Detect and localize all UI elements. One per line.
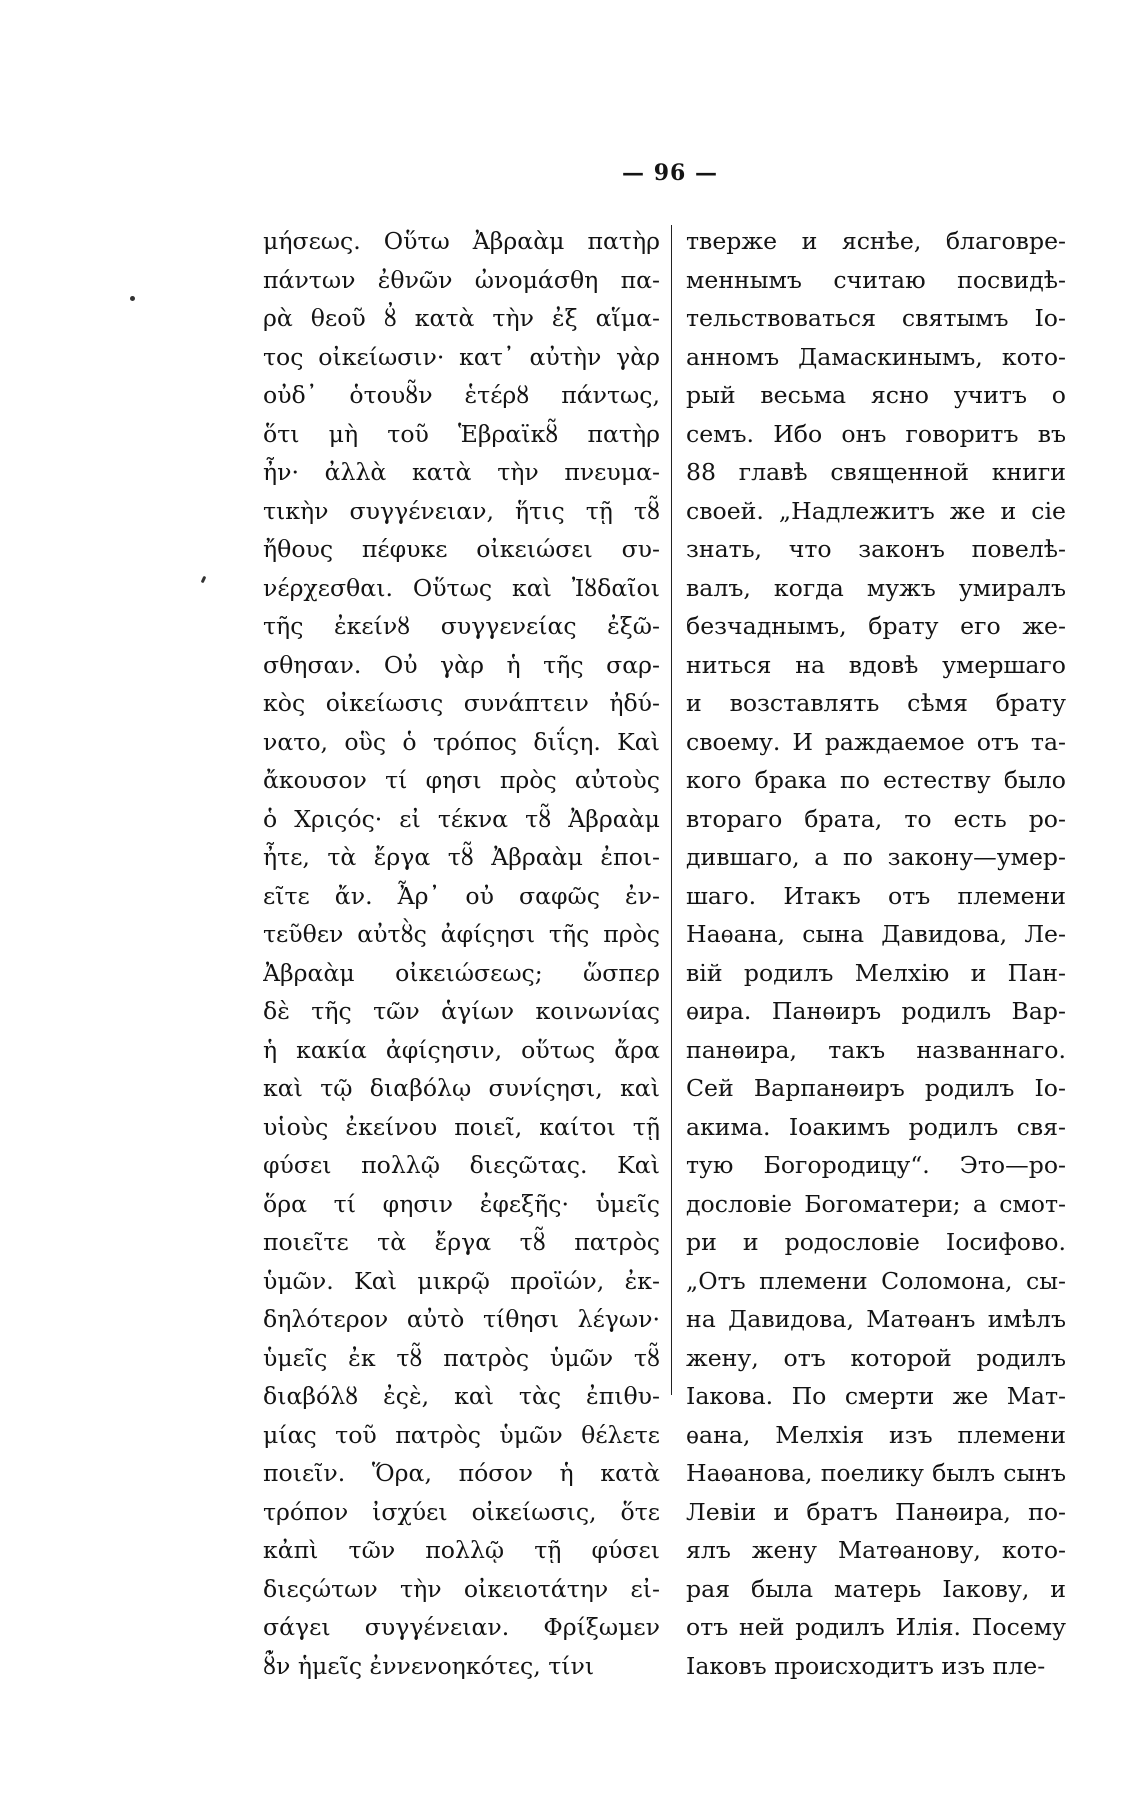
- greek-text-line: ἤθους πέφυκε οἰκειώσει συ-: [263, 535, 660, 563]
- greek-text-line: ἦν· ἀλλὰ κατὰ τὴν πνευμα-: [263, 458, 660, 486]
- right-column-russian-text: [686, 222, 1066, 1685]
- greek-text-line: σάγει συγγένειαν. Φρίξωμεν: [263, 1613, 660, 1641]
- russian-text-line: ѳира. Панѳиръ родилъ Вар-: [686, 997, 1066, 1025]
- greek-text-line: διεςώτων τὴν οἰκειοτάτην εἰ-: [263, 1574, 660, 1603]
- greek-text-line: Ἀβραὰμ οἰκειώσεως; ὥσπερ: [263, 958, 660, 987]
- russian-text-line: на Давидова, Матѳанъ имѣлъ: [686, 1305, 1066, 1333]
- greek-text-line: νατο, οὓς ὁ τρόπος διΐςη. Καὶ: [263, 727, 660, 756]
- greek-text-line: καὶ τῷ διαβόλῳ συνίςησι, καὶ: [263, 1074, 660, 1102]
- greek-text-line: μήσεως. Οὕτω Ἀβραὰμ πατὴρ: [263, 227, 660, 255]
- left-column-greek-text: [263, 222, 660, 1685]
- russian-text-line: своему. И раждаемое отъ та-: [686, 727, 1066, 756]
- russian-text-line: рый весьма ясно учитъ о: [686, 381, 1066, 409]
- greek-text-line: οὐδ᾽ ὁτουȣ̃ν ἑτέρȣ πάντως,: [263, 381, 660, 409]
- greek-text-line: εῖτε ἄν. Ἆρ᾽ οὐ σαφῶς ἐν-: [263, 881, 660, 910]
- russian-text-line: жену, отъ которой родилъ: [686, 1343, 1066, 1372]
- russian-text-line: Сей Варпанѳиръ родилъ Іо-: [686, 1074, 1066, 1102]
- greek-text-line: δηλότερον αὐτὸ τίθησι λέγων·: [263, 1305, 660, 1333]
- russian-text-line: Наѳанова, поелику былъ сынъ: [686, 1459, 1066, 1487]
- russian-text-line: шаго. Итакъ отъ племени: [686, 881, 1066, 910]
- greek-text-line: τικὴν συγγένειαν, ἥτις τῇ τȣ̃: [263, 496, 660, 525]
- greek-text-line: κἀπὶ τῶν πολλῷ τῇ φύσει: [263, 1536, 660, 1564]
- greek-text-line: μίας τοῦ πατρὸς ὑμῶν θέλετε: [263, 1420, 660, 1449]
- greek-text-line: ποιεῖτε τὰ ἔργα τȣ̃ πατρὸς: [263, 1228, 660, 1256]
- russian-text-line: акима. Іоакимъ родилъ свя-: [686, 1112, 1066, 1141]
- russian-text-line: ниться на вдовѣ умершаго: [686, 650, 1066, 679]
- russian-text-line: отъ ней родилъ Илія. Посему: [686, 1613, 1066, 1641]
- russian-text-line: 88 главѣ священной книги: [686, 458, 1066, 486]
- greek-text-line: ὅτι μὴ τοῦ Ἑβραϊκȣ̃ πατὴρ: [263, 419, 660, 448]
- russian-text-line: втораго брата, то есть ро-: [686, 804, 1066, 833]
- greek-text-line: δὲ τῆς τῶν ἁγίων κοινωνίας: [263, 997, 660, 1025]
- greek-text-line: υἱοὺς ἐκείνου ποιεῖ, καίτοι τῇ: [263, 1112, 660, 1141]
- greek-text-line: πάντων ἐθνῶν ὠνομάσθη πα-: [263, 265, 660, 294]
- russian-text-line: ри и родословіе Іосифово.: [686, 1228, 1066, 1256]
- russian-text-line: тверже и яснѣе, благовре-: [686, 227, 1066, 255]
- greek-text-line: ὁ Χριςός· εἰ τέκνα τȣ̃ Ἀβραὰμ: [263, 804, 660, 833]
- russian-text-line: ялъ жену Матѳанову, кото-: [686, 1536, 1066, 1564]
- greek-text-line: τος οἰκείωσιν· κατ᾽ αὐτὴν γὰρ: [263, 342, 660, 371]
- russian-text-line: панѳира, такъ названнаго.: [686, 1035, 1066, 1064]
- russian-text-line: безчаднымъ, брату его же-: [686, 612, 1066, 640]
- greek-text-line: ὑμεῖς ἐκ τȣ̃ πατρὸς ὑμῶν τȣ̃: [263, 1343, 660, 1372]
- russian-text-line: кого брака по естеству было: [686, 766, 1066, 794]
- russian-text-line: меннымъ считаю посвидѣ-: [686, 265, 1066, 294]
- ink-speck: [130, 296, 135, 301]
- greek-text-line: σθησαν. Οὐ γὰρ ἡ τῆς σαρ-: [263, 650, 660, 679]
- greek-text-line: τῆς ἐκείνȣ συγγενείας ἐξῶ-: [263, 612, 660, 640]
- greek-text-line: ρὰ θεοῦ ȣ̓ κατὰ τὴν ἐξ αἵμα-: [263, 304, 660, 332]
- russian-text-line: Левіи и братъ Панѳира, по-: [686, 1497, 1066, 1526]
- russian-text-line: дившаго, а по закону—умер-: [686, 843, 1066, 871]
- russian-text-line: своей. „Надлежитъ же и сіе: [686, 496, 1066, 525]
- greek-text-line: φύσει πολλῷ διεςῶτας. Καὶ: [263, 1151, 660, 1179]
- russian-text-line: знать, что законъ повелѣ-: [686, 535, 1066, 563]
- russian-text-line: и возставлять сѣмя брату: [686, 689, 1066, 717]
- greek-text-line: ὅρα τί φησιν ἐφεξῆς· ὑμεῖς: [263, 1189, 660, 1218]
- greek-text-line: ἄκουσον τί φησι πρὸς αὐτοὺς: [263, 766, 660, 794]
- greek-text-line: ȣ̓̃ν ἡμεῖς ἐννενοηκότες, τίνι: [263, 1651, 595, 1680]
- russian-text-line: Іаковъ происходитъ изъ пле-: [686, 1651, 1046, 1680]
- ink-speck: [201, 576, 207, 584]
- russian-text-line: „Отъ племени Соломона, сы-: [686, 1266, 1066, 1295]
- russian-text-line: рая была матерь Іакову, и: [686, 1574, 1066, 1603]
- column-divider: [671, 225, 672, 1395]
- russian-text-line: тельствоваться святымъ Іо-: [686, 304, 1066, 332]
- russian-text-line: Іакова. По смерти же Мат-: [686, 1382, 1066, 1410]
- greek-text-line: κὸς οἰκείωσις συνάπτειν ἠδύ-: [263, 689, 660, 717]
- greek-text-line: ἦτε, τὰ ἔργα τȣ̃ Ἀβραὰμ ἐποι-: [263, 843, 660, 871]
- greek-text-line: ἡ κακία ἀφίςησιν, οὕτως ἄρα: [263, 1035, 660, 1064]
- russian-text-line: Наѳана, сына Давидова, Ле-: [686, 920, 1066, 948]
- greek-text-line: ὑμῶν. Καὶ μικρῷ προϊών, ἐκ-: [263, 1266, 660, 1295]
- russian-text-line: ѳана, Мелхія изъ племени: [686, 1420, 1066, 1449]
- russian-text-line: тую Богородицу“. Это—ро-: [686, 1151, 1066, 1179]
- greek-text-line: διαβόλȣ ἐςὲ, καὶ τὰς ἐπιθυ-: [263, 1382, 660, 1410]
- greek-text-line: νέρχεσθαι. Οὕτως καὶ Ἰȣδαῖοι: [263, 573, 660, 602]
- russian-text-line: анномъ Дамаскинымъ, кото-: [686, 342, 1066, 371]
- greek-text-line: τεῦθεν αὐτȣ̀ς ἀφίςησι τῆς πρὸς: [263, 920, 660, 948]
- russian-text-line: вій родилъ Мелхію и Пан-: [686, 958, 1066, 987]
- greek-text-line: τρόπον ἰσχύει οἰκείωσις, ὅτε: [263, 1497, 660, 1526]
- page-number: — 96 —: [622, 160, 718, 186]
- russian-text-line: валъ, когда мужъ умиралъ: [686, 573, 1066, 602]
- greek-text-line: ποιεῖν. Ὅρα, πόσον ἡ κατὰ: [263, 1459, 660, 1487]
- russian-text-line: дословіе Богоматери; а смот-: [686, 1189, 1066, 1218]
- russian-text-line: семъ. Ибо онъ говоритъ въ: [686, 419, 1066, 448]
